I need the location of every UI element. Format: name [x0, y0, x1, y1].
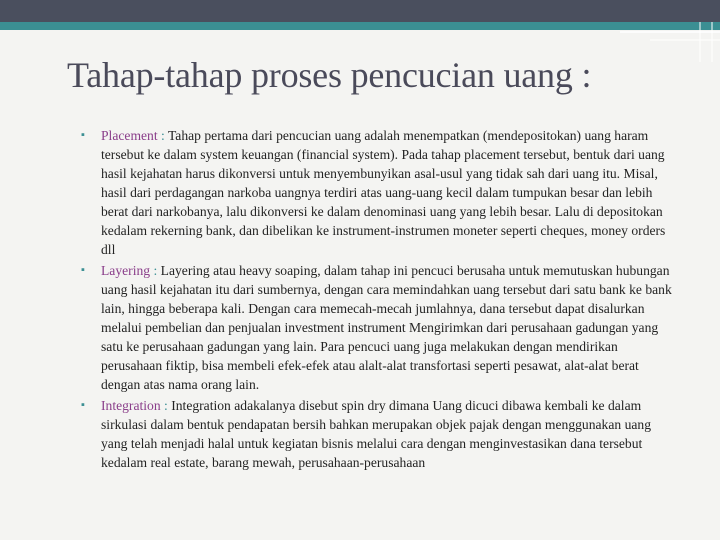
slide-title: Tahap-tahap proses pencucian uang :: [67, 55, 592, 95]
bullet-separator: :: [157, 128, 168, 143]
bullet-list: [80, 126, 672, 472]
bullet-integration: [80, 396, 672, 472]
bullet-text: Layering atau heavy soaping, dalam tahap ini pencuci berusaha untuk memutuskan hubungan uang hasil kejahatan itu dari sumbernya, dengan cara memindahkan uang tersebut dari satu bank ke bank lain, hingga beberapa kali. Dengan cara memecah-mecah jumlahnya, dana tersebut dapat disalurkan melalui pembelian dan penjualan investment instrument Mengirimkan dari perusahaan gadungan yang satu ke perusahaan gadungan yang lain. Para pencuci uang juga melakukan dengan mendirikan perusahaan fiktip, bisa membeli efek-efek atau alalt-alat transfortasi seperti pesawat, alat-alat berat dengan atas nama orang lain.: [101, 263, 672, 392]
bullet-keyword: Placement: [101, 128, 158, 143]
slide-content: [80, 126, 672, 474]
bullet-keyword: Integration: [101, 398, 161, 413]
bullet-separator: :: [160, 398, 172, 413]
bullet-text: Tahap pertama dari pencucian uang adalah menempatkan (mendepositokan) uang haram tersebut ke dalam system keuangan (financial system). Pada tahap placement tersebut, bentuk dari uang hasil kejahatan harus dikonversi untuk menyembunyikan asal-usul yang tidak sah dari uang itu. Misal, hasil dari perdagangan narkoba uangnya terdiri atas uang-uang kecil dalam tumpukan besar dan lebih berat dari narkobanya, lalu dikonversi ke dalam denominasi uang yang lebih besar. Lalu di depositokan kedalam rekerning bank, dan dibelikan ke instrument-instrumen moneter seperti cheques, money orders dll: [101, 128, 666, 257]
top-header-bar: [0, 0, 720, 22]
bullet-layering: [80, 261, 672, 394]
decorative-corner-lines: [590, 22, 720, 62]
bullet-separator: :: [150, 263, 161, 278]
bullet-keyword: Layering: [101, 263, 151, 278]
bullet-placement: [80, 126, 672, 259]
bullet-text: Integration adakalanya disebut spin dry dimana Uang dicuci dibawa kembali ke dalam sirkulasi dalam bentuk pendapatan bersih bahkan merupakan objek pajak dengan menggunakan uang yang telah menjadi halal untuk kegiatan bisnis melalui cara dengan menginvestasikan dana tersebut kedalam real estate, barang mewah, perusahaan-perusahaan: [101, 398, 651, 470]
